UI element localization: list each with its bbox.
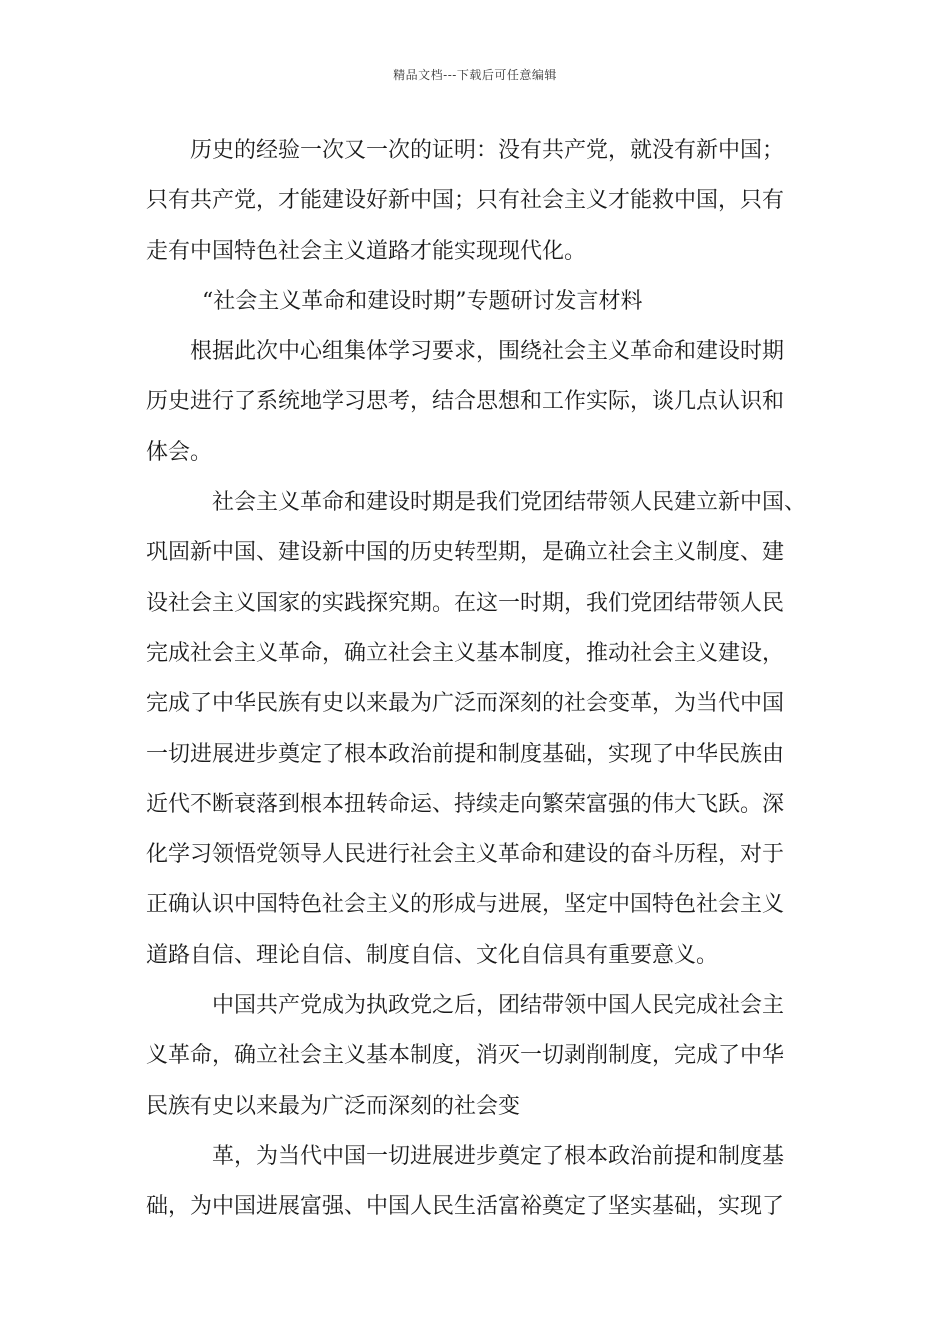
page-header: 精品文档---下载后可任意编辑: [393, 68, 557, 82]
text-line: 础，为中国进展富强、中国人民生活富裕奠定了坚实基础，实现了: [146, 1194, 785, 1220]
text-line: 历史的经验一次又一次的证明：没有共产党，就没有新中国；: [190, 138, 785, 163]
text-line: 正确认识中国特色社会主义的形成与进展，坚定中国特色社会主义: [146, 892, 785, 918]
text-line: 只有共产党，才能建设好新中国；只有社会主义才能救中国，只有: [146, 188, 785, 214]
text-line: 走有中国特色社会主义道路才能实现现代化。: [146, 238, 587, 264]
text-line: 一切进展进步奠定了根本政治前提和制度基础，实现了中华民族由: [146, 741, 785, 767]
text-line: 中国共产党成为执政党之后，团结带领中国人民完成社会主: [212, 993, 785, 1019]
text-line: 巩固新中国、建设新中国的历史转型期，是确立社会主义制度、建: [146, 540, 785, 566]
text-line: 完成社会主义革命，确立社会主义基本制度，推动社会主义建设，: [146, 640, 785, 666]
text-line: 体会。: [146, 439, 213, 465]
section-title: “社会主义革命和建设时期”专题研讨发言材料: [202, 288, 643, 314]
text-line: 道路自信、理论自信、制度自信、文化自信具有重要意义。: [146, 942, 719, 968]
document-body: [146, 126, 808, 1233]
text-line: 民族有史以来最为广泛而深刻的社会变: [146, 1093, 521, 1119]
text-line: 根据此次中心组集体学习要求，围绕社会主义革命和建设时期: [190, 339, 785, 365]
text-line: 设社会主义国家的实践探究期。在这一时期，我们党团结带领人民: [146, 590, 785, 616]
text-line: 近代不断衰落到根本扭转命运、持续走向繁荣富强的伟大飞跃。深: [146, 791, 785, 817]
text-line: 社会主义革命和建设时期是我们党团结带领人民建立新中国、: [212, 490, 807, 516]
text-line: 义革命，确立社会主义基本制度，消灭一切剥削制度，完成了中华: [146, 1043, 785, 1069]
text-line: 完成了中华民族有史以来最为广泛而深刻的社会变革，为当代中国: [146, 691, 785, 717]
text-line: 革，为当代中国一切进展进步奠定了根本政治前提和制度基: [212, 1143, 785, 1169]
text-line: 历史进行了系统地学习思考，结合思想和工作实际，谈几点认识和: [146, 389, 785, 415]
text-line: 化学习领悟党领导人民进行社会主义革命和建设的奋斗历程，对于: [146, 842, 785, 868]
